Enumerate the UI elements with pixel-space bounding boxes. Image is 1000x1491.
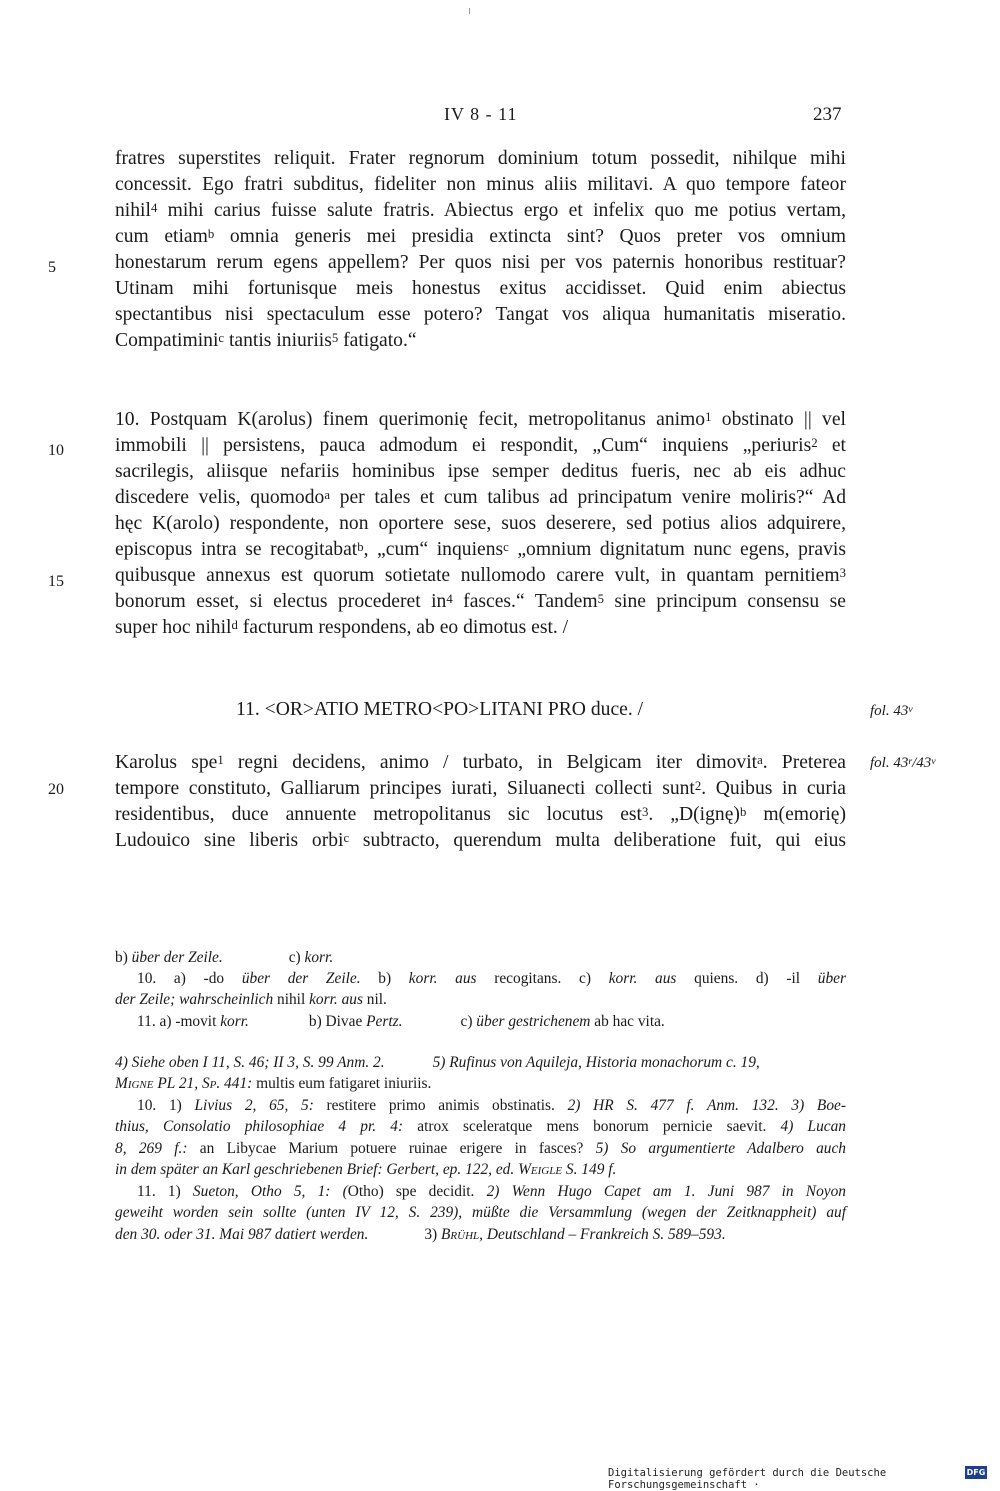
margin-folio-note: fol. 43$^v$ [870,703,913,719]
dfg-logo: DFG [966,1468,986,1477]
text-line: quibusque annexus est quorum sotietate nullomodo carere vult, in quantam pernitiem$^3$ [115,565,846,586]
apparatus-line: b) über der Zeile. c) korr. [115,949,334,966]
line-number: 10 [48,442,64,459]
line-number: 5 [48,259,56,276]
text-line: Compatimini$^c$ tantis iniuriis$^5$ fatigato.“ [115,330,417,351]
text-line: cum etiam$^b$ omnia generis mei presidia extincta sint? Quos preter vos omnium [115,226,846,247]
text-line: spectantibus nisi spectaculum esse potero? Tangat vos aliqua humanitatis miseratio. [115,304,846,325]
text-line: honestarum rerum egens appellem? Per quos nisi per vos paternis honoribus restituar? [115,252,846,273]
line-number: 15 [48,573,64,590]
text-line: bonorum esset, si electus procederet $in^4$ fasces.“ Tandem$^5$ sine principum consensu se [115,591,846,612]
note-line: 11. 1) Sueton, Otho 5, 1: (Otho) spe decidit. 2) Wenn Hugo Capet am 1. Juni 987 in Noyon [137,1183,846,1200]
text-line: hęc K(arolo) respondente, non oportere sese, suos deserere, sed potius alios adquirere, [115,513,846,534]
note-line: Migne PL 21, Sp. 441: multis eum fatigaret iniuriis. [115,1075,432,1092]
note-line: 4) Siehe oben I 11, S. 46; II 3, S. 99 Anm. 2. 5) Rufinus von Aquileja, Historia monachorum c. 19, [115,1054,760,1071]
note-line: thius, Consolatio philosophiae 4 pr. 4: atrox sceleratque mens bonorum pernicie saevit. 4) Lucan [115,1118,847,1135]
text-line: residentibus, duce annuente metropolitanus sic locutus est$^3$. „D(ignę)$^b$ m(emorię) [115,804,847,825]
text-line: fratres superstites reliquit. Frater regnorum dominium totum possedit, nihilque mihi [115,148,846,169]
text-line: immobili || persistens, pauca admodum ei respondit, „Cum“ inquiens „periuris$^2$ et [115,435,846,456]
apparatus-line: 11. a) -movit korr. b) Divae Pertz. c) über gestrichenem ab hac vita. [137,1013,665,1030]
chapter-title: 11. <OR>ATIO METRO<PO>LITANI PRO duce. / [236,699,644,720]
text-line: concessit. Ego fratri subditus, fideliter non minus aliis militavi. A quo tempore fateor [115,174,846,195]
note-line: geweiht worden sein sollte (unten IV 12, S. 239), müßte die Versammlung (wegen der Zeitknappheit) auf [115,1204,846,1221]
text-line: Karolus spe$^1$ regni decidens, animo / turbato, in Belgicam iter dimovit$^a$. Preterea [115,752,846,773]
text-line: super hoc nihil$^d$ facturum respondens, ab eo dimotus est. / [115,617,569,638]
running-head: IV 8 - 11 [444,104,518,124]
note-line: in dem später an Karl geschriebenen Brief: Gerbert, ep. 122, ed. Weigle S. 149 f. [115,1161,617,1178]
note-line: 10. 1) Livius 2, 65, 5: restitere primo animis obstinatis. 2) HR S. 477 f. Anm. 132. 3) Boe- [137,1097,846,1114]
text-line: discedere velis, quomodo$^a$ per tales et cum talibus ad principatum venire moliris?“ Ad [115,487,847,508]
apparatus-line: der Zeile; wahrscheinlich nihil korr. aus nil. [115,991,387,1008]
apparatus-line: 10. a) -do über der Zeile. b) korr. aus recogitans. c) korr. aus quiens. d) -il über [137,970,846,987]
text-line: sacrilegis, aliisque nefariis hominibus ipse semper deditus fueris, nec ab eis adhuc [115,461,846,482]
text-line: 10. Postquam K(arolus) finem querimonię fecit, metropolitanus animo$^1$ obstinato || vel [115,409,846,430]
note-line: den 30. oder 31. Mai 987 datiert werden. 3) Brühl, Deutschland – Frankreich S. 589–593. [115,1226,726,1243]
text-line: episcopus intra se recogitabat$^b$, „cum“ inquiens$^c$ „omnium dignitatum nunc egens, pravis [115,539,846,560]
text-line: nihil$^4$ mihi carius fuisse salute fratris. Abiectus ergo et infelix quo me potius vertam, [115,200,846,221]
text-line: Utinam mihi fortunisque meis honestus exitus accidisset. Quid enim abiectus [115,278,846,299]
digitization-credit: Digitalisierung gefördert durch die Deutsche Forschungsgemeinschaft · [608,1467,887,1491]
line-number: 20 [48,781,64,798]
scan-mark [469,8,470,14]
text-line: tempore constituto, Galliarum principes iurati, Siluanecti collecti sunt$^2$. Quibus in curia [115,778,846,799]
note-line: 8, 269 f.: an Libycae Marium potuere ruinae erigere in fasces? 5) So argumentierte Adalbero auch [115,1140,846,1157]
page-number: 237 [813,104,842,125]
text-line: Ludouico sine liberis orbi$^c$ subtracto, querendum multa deliberatione fuit, qui eius [115,830,846,851]
margin-folio-note: fol. 43$^r$/43$^v$ [870,755,936,771]
